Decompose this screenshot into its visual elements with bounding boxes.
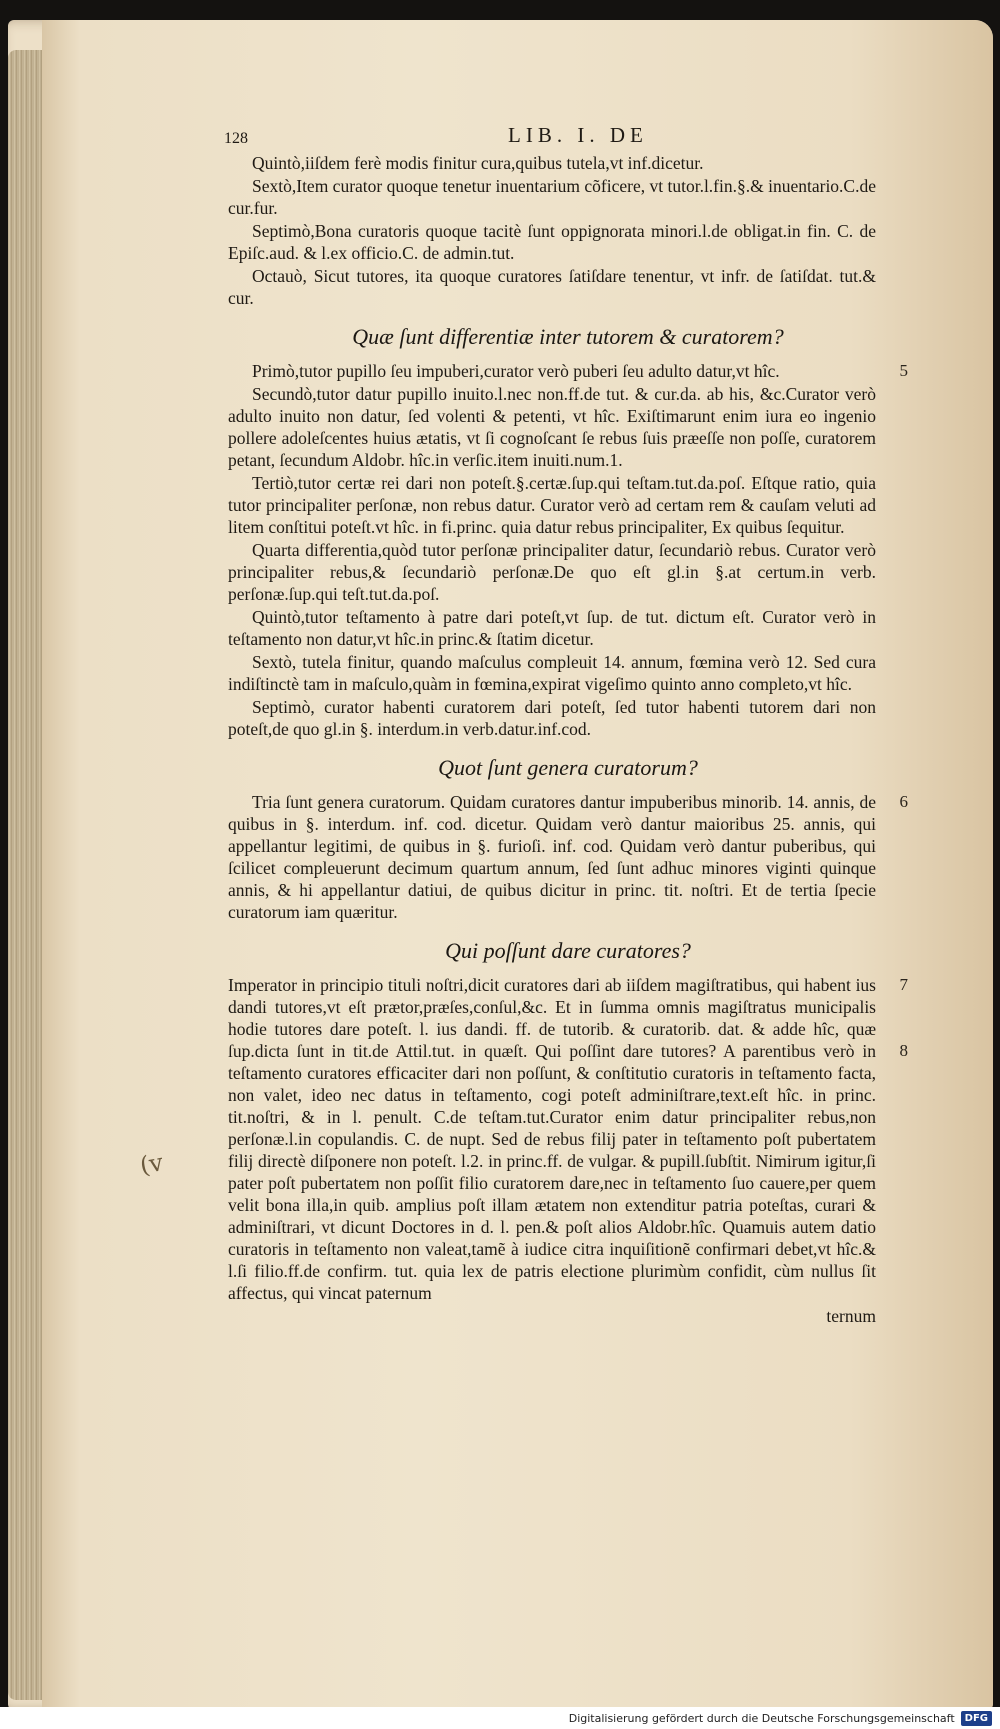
paragraph: Septimò, curator habenti curatorem dari poteſt, ſed tutor habenti tutorem dari non poteſt,de quo gl.in §. interdum.in verb.datur.inf.cod.: [228, 697, 876, 739]
paragraph: Septimò,Bona curatoris quoque tacitè ſunt oppignorata minori.l.de obligat.in fin. C. de Epiſc.aud. & l.ex officio.C. de admin.tut.: [228, 221, 876, 263]
margin-number: 5: [899, 361, 908, 380]
paragraph: Sextò, tutela finitur, quando maſculus compleuit 14. annum, fœmina verò 12. Sed cura indiſtinctè tam in maſculo,quàm in fœmina,expirat vigeſimo quinto anno completo,vt hîc.: [228, 652, 876, 694]
section-heading: Qui poſſunt dare curatores?: [445, 938, 691, 963]
section-differentiae: [228, 324, 908, 741]
section-intro: [228, 152, 908, 310]
section-genera: [228, 755, 908, 924]
page-content: [224, 123, 908, 1327]
paragraph: Quintò,iiſdem ferè modis finitur cura,quibus tutela,vt inf.dicetur.: [252, 153, 704, 173]
section-heading: Quæ ſunt differentiæ inter tutorem & curatorem?: [352, 324, 784, 349]
section-heading: Quot ſunt genera curatorum?: [438, 755, 698, 780]
catchword: ternum: [826, 1306, 876, 1326]
footer-text: Digitalisierung gefördert durch die Deutsche Forschungsgemeinschaft: [568, 1711, 955, 1725]
margin-number: 6: [899, 792, 908, 811]
margin-number: 7: [899, 975, 908, 994]
margin-number: 8: [899, 1041, 908, 1060]
paragraph: Sextò,Item curator quoque tenetur inuentarium cõficere, vt tutor.l.fin.§.& inuentario.C.de cur.fur.: [228, 176, 876, 218]
paragraph: Secundò,tutor datur pupillo inuito.l.nec non.ff.de tut. & cur.da. ab his, &c.Curator verò adulto inuito non datur, ſed volenti & petenti, vt hîc. Exiſtimarunt enim iura eo ingenio pollere adoleſcentes huius ætatis, vt ſi cognoſcant ſe rebus ſuis præeſſe non poſſe, curatorem petant, ſecundum Aldobr. hîc.in verſic.item inuiti.num.1.: [228, 384, 876, 470]
handwritten-mark: (v: [137, 1148, 166, 1180]
running-head: [224, 123, 908, 150]
paragraph: Quintò,tutor teſtamento à patre dari poteſt,vt ſup. de tut. dictum eſt. Curator verò in teſtamento non datur,vt hîc.in princ.& ſtatim dicetur.: [228, 607, 876, 649]
paragraph: Primò,tutor pupillo ſeu impuberi,curator verò puberi ſeu adulto datur,vt hîc.: [252, 361, 780, 381]
page-number: 128: [224, 130, 248, 147]
dfg-logo: DFG: [961, 1711, 992, 1726]
paragraph: Octauò, Sicut tutores, ita quoque curatores ſatiſdare tenentur, vt infr. de ſatiſdat. tut.& cur.: [228, 266, 876, 308]
section-dare-curatores: [228, 938, 908, 1327]
footer-bar: [0, 1707, 1000, 1729]
paragraph: Tria ſunt genera curatorum. Quidam curatores dantur impuberibus minorib. 14. annis, de quibus in §. interdum. inf. cod. dicetur. Quidam verò dantur maioribus 25. annis, qui appellantur legitimi, de quibus in §. furioſi. inf. cod. Quidam verò dantur puberibus, qui ſcilicet compleuerunt decimum quartum annum, ſed ſunt adhuc minores viginti quinque annis, & hi appellantur datiui, de quibus dicitur in princ. tit. noſtri. Et de tertia ſpecie curatorum iam quæritur.: [228, 792, 876, 922]
paragraph: Imperator in principio tituli noſtri,dicit curatores dari ab iiſdem magiſtratibus, qui habent ius dandi tutores,vt eſt prætor,præſes,conſul,&c. Et in ſumma omnis magiſtratus municipalis hodie tutores dare poteſt. l. ius dandi. ff. de tutorib. & curatorib. dat. & adde hîc, quæ ſup.dicta ſunt in tit.de Attil.tut. in quæſt. Qui poſſint dare tutores? A parentibus verò in teſtamento curatores efficaciter dari non poſſunt, & conſtitutio curatoris in teſtamento facta, non valet, ideo nec datus in teſtamento, cogi poteſt adminiſtrare,text.eſt hîc. in princ. tit.noſtri, & in l. penult. C.de teſtam.tut.Curator enim datur principaliter rebus,non perſonæ.l.in copulandis. C. de nupt. Sed de rebus filij pater in teſtamento poſt pubertatem filij directè diſponere non poteſt. l.2. in princ.ff. de vulgar. & pupill.ſubſtit. Nimirum igitur,ſi pater poſt pubertatem non poſſit filio curatorem dare,nec in teſtamento ſuo cauere,per quem velit bona illa,in quib. amplius poſt illam ætatem non extenditur patria poteſtas, curari & adminiſtrari, vt dicunt Doctores in d. l. pen.& poſt alios Aldobr.hîc. Quamuis autem datio curatoris in teſtamento non valeat,tamẽ à iudice citra inquiſitionẽ confirmari debet,vt hîc.& l.ſi filio.ff.de confirm. tut. quia lex de patris electione plurimùm confidit, cùm nullus ſit affectus, qui vincat paternum: [228, 975, 876, 1303]
running-title: LIB. I. DE: [508, 123, 648, 147]
paragraph: Tertiò,tutor certæ rei dari non poteſt.§.certæ.ſup.qui teſtam.tut.da.poſ. Eſtque ratio, quia tutor principaliter perſonæ, non rebus datur. Curator verò ad certam rem & cauſam veluti ad litem conſtitui poteſt.vt hîc. in fi.princ. quia datur rebus principaliter, Ex quibus ſequitur.: [228, 473, 876, 537]
paragraph: Quarta differentia,quòd tutor perſonæ principaliter datur, ſecundariò rebus. Curator verò principaliter rebus,& ſecundariò perſonæ.De quo eſt gl.in §.at certum.in verb. perſonæ.ſup.qui teſt.tut.da.poſ.: [228, 540, 876, 604]
